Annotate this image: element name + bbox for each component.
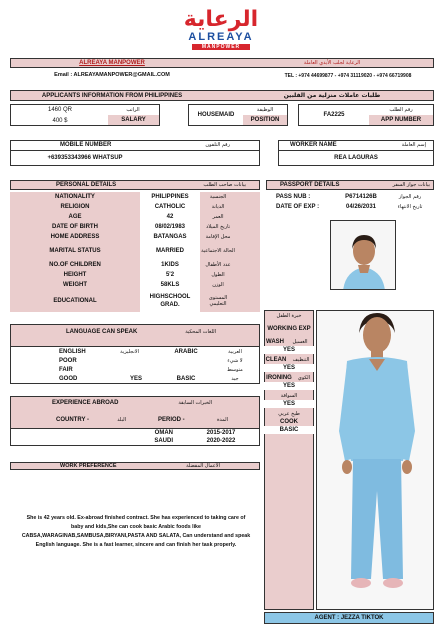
- logo: [162, 8, 280, 50]
- personal-row: [10, 260, 260, 270]
- salary-qr: 1460 QR: [47, 106, 72, 113]
- personal-row: [10, 290, 260, 312]
- period-label-ar: المدة: [216, 417, 228, 423]
- level-fair: FAIR: [59, 366, 73, 373]
- passport-exp-label-ar: تاريخ الانتهاء: [397, 204, 423, 210]
- home-address-value: BATANGAS: [140, 232, 200, 242]
- passport-header-ar: بيانات جواز السفر: [392, 182, 430, 188]
- weight-label-ar: الوزن: [212, 282, 224, 288]
- period-label: PERIOD -: [158, 417, 185, 423]
- skill-label-ar: الكوي: [297, 375, 311, 381]
- experience-header-ar: الخبرات السابقة: [178, 400, 212, 406]
- level-poor-ar: لا شيء: [227, 357, 243, 364]
- skill-label: WASH: [266, 339, 284, 345]
- position-label: POSITION: [243, 115, 287, 125]
- age-label: AGE: [68, 214, 82, 220]
- skill-label-ar: التنظيف: [292, 357, 310, 363]
- position-label-ar: الوظيفة: [256, 106, 274, 113]
- experience-header: EXPERIENCE ABROAD: [52, 400, 119, 406]
- personal-header: PERSONAL DETAILS: [56, 182, 117, 188]
- children-label: NO.OF CHILDREN: [49, 262, 101, 268]
- nationality-value: PHILIPPINES: [140, 192, 200, 202]
- level-good: GOOD: [59, 375, 78, 382]
- personal-row: [10, 232, 260, 242]
- english-header-ar: الانجليزية: [120, 348, 139, 355]
- personal-row: [10, 222, 260, 232]
- home-address-label: HOME ADDRESS: [50, 234, 100, 240]
- skill-label: IRONING: [266, 375, 292, 381]
- age-value: 42: [140, 212, 200, 222]
- dob-label: DATE OF BIRTH: [52, 224, 98, 230]
- skill-label: COOK: [280, 419, 298, 425]
- skill-label: CLEAN: [265, 357, 287, 363]
- logo-sub: MANPOWER: [192, 44, 250, 50]
- skill-label-ar: خبرة الطفل: [276, 313, 302, 319]
- level-fair-ar: متوسط: [227, 366, 243, 373]
- religion-label: RELIGION: [60, 204, 90, 210]
- portrait-photo: [330, 220, 396, 290]
- religion-label-ar: الديانة: [211, 204, 225, 210]
- skill-value: BASIC: [264, 426, 314, 434]
- experience-rows: [10, 428, 260, 446]
- dob-label-ar: تاريخ الميلاد: [205, 224, 231, 230]
- skill-value: YES: [264, 346, 314, 354]
- app-number-value: FA2225: [323, 112, 345, 118]
- passport-exp-label: DATE OF EXP :: [276, 204, 320, 210]
- arabic-header-ar: العربية: [228, 348, 242, 355]
- fair-english: [121, 365, 151, 374]
- skill-label-ar: طبخ عربي: [278, 411, 300, 417]
- level-poor: POOR: [59, 357, 77, 364]
- arabic-header: ARABIC: [174, 348, 198, 355]
- good-english: YES: [129, 375, 142, 382]
- work-preference-header-ar: الأعمال المفضلة: [186, 463, 220, 469]
- salary-label-ar: الراتب: [126, 106, 140, 113]
- skill-value: YES: [264, 400, 314, 408]
- personal-row: [10, 202, 260, 212]
- worker-name-label: WORKER NAME: [290, 142, 337, 148]
- logo-latin: ALREAYA: [188, 31, 254, 43]
- experience-country: SAUDI: [154, 438, 173, 444]
- worker-name-label-ar: إسم العاملة: [401, 142, 426, 148]
- education-label-ar: المستوى التعليمي: [208, 295, 228, 307]
- education-label: EDUCATIONAL: [53, 298, 97, 304]
- app-number-label-ar: رقم الطلب: [389, 106, 413, 113]
- company-email: Email : ALREAYAMANPOWER@GMAIL.COM: [54, 71, 170, 78]
- salary-label: SALARY: [108, 115, 159, 125]
- language-grid: [10, 346, 260, 384]
- logo-arabic: الرعاية: [183, 7, 259, 32]
- nationality-label-ar: الجنسية: [209, 194, 227, 200]
- experience-period: 2020-2022: [206, 438, 236, 444]
- fair-arabic: [161, 365, 211, 374]
- passport-number-label-ar: رقم الجواز: [398, 194, 422, 200]
- english-header: ENGLISH: [59, 348, 86, 355]
- good-arabic: BASIC: [176, 375, 196, 382]
- passport-exp-value: 04/26/2031: [345, 204, 377, 210]
- personal-header-ar: بيانات صاحب الطلب: [203, 182, 246, 188]
- worker-name-value: REA LAGURAS: [334, 155, 378, 161]
- level-good-ar: جيد: [231, 375, 239, 382]
- passport-number-label: PASS NUB :: [276, 194, 311, 200]
- position-value: HOUSEMAID: [197, 112, 235, 118]
- skills-column: [264, 310, 314, 610]
- nationality-label: NATIONALITY: [55, 194, 95, 200]
- marital-status-label-ar: الحالة الاجتماعية: [201, 248, 235, 254]
- poor-english: [121, 356, 151, 365]
- weight-label: WEIGHT: [63, 282, 87, 288]
- weight-value: 58KLS: [140, 280, 200, 290]
- language-header: LANGUAGE CAN SPEAK: [66, 329, 138, 335]
- mobile-label-ar: رقم التلفون: [205, 142, 230, 148]
- height-label-ar: الطول: [211, 272, 225, 278]
- salary-usd: 400 $: [52, 117, 68, 124]
- company-name-en: ALREAYA MANPOWER: [79, 60, 145, 66]
- bio-text: She is 42 years old. Ex-abroad finished contract. She has experienced to taking care of baby and kids,She can cook basic Arabic foods like CABSA,WARAGINAB,SAMBUSA,BIRYANI,PASTA AND SALATA, Can understand and speak English language. She is a fast learner, sincere and can finish her task properly.: [21, 515, 251, 548]
- height-value: 5'2: [140, 270, 200, 280]
- personal-row: [10, 212, 260, 222]
- country-label: COUNTRY -: [56, 417, 89, 423]
- app-number-label: APP NUMBER: [369, 115, 433, 125]
- language-header-ar: اللغات المحكية: [185, 329, 216, 335]
- experience-country: OMAN: [154, 430, 173, 436]
- marital-status-label: MARITAL STATUS: [49, 248, 101, 254]
- personal-row: [10, 270, 260, 280]
- mobile-value: +639353343966 WHATSUP: [47, 155, 123, 161]
- personal-table: [10, 192, 260, 320]
- work-preference-header: WORK PREFERENCE: [60, 463, 117, 469]
- personal-row: [10, 242, 260, 260]
- age-label-ar: العمر: [212, 214, 224, 220]
- height-label: HEIGHT: [63, 272, 87, 278]
- mobile-label: MOBILE NUMBER: [60, 142, 112, 148]
- skill-label: WORKING EXP: [267, 326, 311, 332]
- education-value: HIGHSCHOOL GRAD.: [140, 290, 200, 312]
- agent-label: AGENT : JEZZA TIKTOK: [264, 612, 434, 624]
- passport-number-value: P6714126B: [345, 194, 377, 200]
- skill-label-ar: السواقة: [280, 393, 298, 399]
- poor-arabic: [161, 356, 211, 365]
- passport-header: PASSPORT DETAILS: [280, 182, 340, 188]
- country-label-ar: البلد: [117, 417, 126, 423]
- skill-value: YES: [264, 382, 314, 390]
- personal-row: [10, 280, 260, 290]
- skill-value: YES: [264, 364, 314, 372]
- full-body-photo: [316, 310, 434, 610]
- children-label-ar: عدد الأطفال: [205, 262, 231, 268]
- children-value: 1KIDS: [140, 260, 200, 270]
- religion-value: CATHOLIC: [140, 202, 200, 212]
- dob-value: 08/02/1983: [140, 222, 200, 232]
- skill-label-ar: الغسيل: [292, 339, 308, 345]
- personal-row: [10, 192, 260, 202]
- marital-status-value: MARRIED: [140, 242, 200, 260]
- company-tel: TEL : +974 44699877 - +974 31119020 - +974 66719908: [284, 73, 412, 79]
- company-name-ar: الرعاية لجلب الأيدي العاملة: [303, 60, 361, 66]
- home-address-label-ar: محل الإقامة: [205, 234, 231, 240]
- applicants-title: APPLICANTS INFORMATION FROM PHILIPPINES: [41, 92, 183, 99]
- experience-period: 2015-2017: [206, 430, 236, 436]
- applicants-title-ar: طلبات عاملات منزلية من الفلبين: [283, 92, 381, 99]
